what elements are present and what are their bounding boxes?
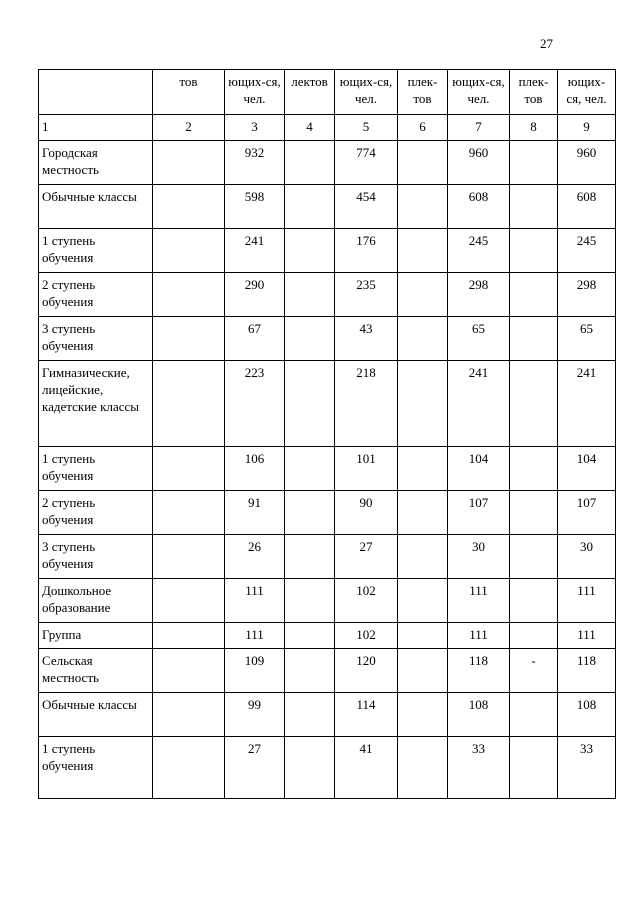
- row-label-cell: 1 ступень обучения: [39, 229, 153, 273]
- table-cell: 41: [335, 737, 398, 799]
- table-cell: -: [510, 649, 558, 693]
- table-cell: тов: [153, 70, 225, 115]
- table-cell: [153, 491, 225, 535]
- table-cell: 298: [448, 273, 510, 317]
- table-cell: 5: [335, 115, 398, 141]
- row-label-cell: 1 ступень обучения: [39, 447, 153, 491]
- table-cell: 245: [558, 229, 616, 273]
- table-cell: 111: [225, 623, 285, 649]
- table-cell: 454: [335, 185, 398, 229]
- colnum-row: [39, 115, 616, 141]
- table-cell: 111: [225, 579, 285, 623]
- table-cell: [510, 317, 558, 361]
- row-label-cell: Обычные классы: [39, 185, 153, 229]
- table-cell: [510, 491, 558, 535]
- table-cell: [510, 185, 558, 229]
- table-cell: [153, 317, 225, 361]
- table-cell: 104: [448, 447, 510, 491]
- table-cell: 9: [558, 115, 616, 141]
- table-cell: 33: [558, 737, 616, 799]
- table-cell: [510, 535, 558, 579]
- row-label-cell: 1 ступень обучения: [39, 737, 153, 799]
- table-cell: [285, 737, 335, 799]
- table-row: [39, 693, 616, 737]
- table-cell: [153, 447, 225, 491]
- table-row: [39, 273, 616, 317]
- table-cell: 30: [558, 535, 616, 579]
- table-cell: [398, 361, 448, 447]
- table-cell: 33: [448, 737, 510, 799]
- table-cell: 111: [558, 623, 616, 649]
- table-cell: [398, 141, 448, 185]
- table-cell: [510, 737, 558, 799]
- table-cell: 608: [448, 185, 510, 229]
- table-cell: 65: [448, 317, 510, 361]
- table-cell: 608: [558, 185, 616, 229]
- table-cell: [398, 447, 448, 491]
- row-label-cell: Гимназические, лицейские, кадетские классы: [39, 361, 153, 447]
- table-cell: ющих-ся, чел.: [448, 70, 510, 115]
- table-cell: 241: [225, 229, 285, 273]
- table-cell: [153, 579, 225, 623]
- row-label-cell: Дошкольное образование: [39, 579, 153, 623]
- table-cell: 102: [335, 579, 398, 623]
- table-cell: 774: [335, 141, 398, 185]
- table-cell: [153, 361, 225, 447]
- table-cell: [285, 229, 335, 273]
- table-cell: 298: [558, 273, 616, 317]
- table-cell: [398, 737, 448, 799]
- table-cell: [153, 693, 225, 737]
- table-cell: [398, 693, 448, 737]
- table-cell: [285, 185, 335, 229]
- table-cell: 7: [448, 115, 510, 141]
- table-cell: 960: [448, 141, 510, 185]
- table-cell: 107: [558, 491, 616, 535]
- table-row: [39, 361, 616, 447]
- table-cell: [153, 141, 225, 185]
- table-row: [39, 623, 616, 649]
- table-cell: [510, 623, 558, 649]
- table-cell: 108: [558, 693, 616, 737]
- table-cell: 6: [398, 115, 448, 141]
- table-cell: [398, 229, 448, 273]
- table-cell: 30: [448, 535, 510, 579]
- table-cell: 109: [225, 649, 285, 693]
- table-cell: [510, 693, 558, 737]
- table-cell: 120: [335, 649, 398, 693]
- table-cell: 43: [335, 317, 398, 361]
- table-row: [39, 317, 616, 361]
- row-label-cell: 1: [39, 115, 153, 141]
- table-row: [39, 579, 616, 623]
- table-cell: [285, 693, 335, 737]
- table-cell: 241: [448, 361, 510, 447]
- table-cell: [285, 649, 335, 693]
- table-cell: 111: [558, 579, 616, 623]
- table-cell: 218: [335, 361, 398, 447]
- table-cell: 114: [335, 693, 398, 737]
- table-cell: [285, 273, 335, 317]
- table-cell: плек-тов: [398, 70, 448, 115]
- table-cell: 118: [558, 649, 616, 693]
- table-cell: [510, 579, 558, 623]
- table-cell: 932: [225, 141, 285, 185]
- table-cell: [398, 491, 448, 535]
- table-cell: 960: [558, 141, 616, 185]
- table-cell: 101: [335, 447, 398, 491]
- table-cell: ющих-ся, чел.: [335, 70, 398, 115]
- table-row: [39, 229, 616, 273]
- table-cell: [510, 447, 558, 491]
- table-cell: 26: [225, 535, 285, 579]
- table-cell: 107: [448, 491, 510, 535]
- table-cell: 2: [153, 115, 225, 141]
- header-row: [39, 70, 616, 115]
- table-row: [39, 447, 616, 491]
- table-cell: плек-тов: [510, 70, 558, 115]
- table-row: [39, 185, 616, 229]
- table-cell: 67: [225, 317, 285, 361]
- table-cell: 106: [225, 447, 285, 491]
- table-cell: 27: [225, 737, 285, 799]
- table-cell: [153, 535, 225, 579]
- table-cell: [398, 579, 448, 623]
- row-label-cell: [39, 70, 153, 115]
- table-cell: [285, 579, 335, 623]
- table-row: [39, 535, 616, 579]
- table-cell: 118: [448, 649, 510, 693]
- row-label-cell: 2 ступень обучения: [39, 273, 153, 317]
- table-cell: 102: [335, 623, 398, 649]
- table-cell: [398, 273, 448, 317]
- table-cell: 223: [225, 361, 285, 447]
- statistics-table: [38, 69, 616, 799]
- table-cell: 4: [285, 115, 335, 141]
- table-cell: [398, 317, 448, 361]
- table-cell: [285, 491, 335, 535]
- table-cell: [285, 317, 335, 361]
- page-number: 27: [540, 36, 553, 51]
- table-cell: лектов: [285, 70, 335, 115]
- table-cell: 290: [225, 273, 285, 317]
- table-cell: ющих-ся, чел.: [225, 70, 285, 115]
- row-label-cell: Группа: [39, 623, 153, 649]
- table-cell: [285, 361, 335, 447]
- table-cell: [510, 361, 558, 447]
- table-cell: [285, 447, 335, 491]
- table-cell: 235: [335, 273, 398, 317]
- row-label-cell: Сельская местность: [39, 649, 153, 693]
- row-label-cell: Обычные классы: [39, 693, 153, 737]
- table-cell: 245: [448, 229, 510, 273]
- table-cell: [153, 649, 225, 693]
- table-cell: 99: [225, 693, 285, 737]
- table-cell: [398, 623, 448, 649]
- table-row: [39, 737, 616, 799]
- row-label-cell: Городская местность: [39, 141, 153, 185]
- table-cell: [285, 141, 335, 185]
- table-cell: 91: [225, 491, 285, 535]
- table-cell: 241: [558, 361, 616, 447]
- table-cell: 111: [448, 623, 510, 649]
- table-cell: [153, 185, 225, 229]
- table-cell: [153, 737, 225, 799]
- table-cell: 108: [448, 693, 510, 737]
- table-cell: ющих-ся, чел.: [558, 70, 616, 115]
- table-cell: [153, 623, 225, 649]
- table-cell: [510, 273, 558, 317]
- table-cell: 65: [558, 317, 616, 361]
- table-cell: 176: [335, 229, 398, 273]
- table-row: [39, 649, 616, 693]
- table-cell: [398, 535, 448, 579]
- table-cell: 27: [335, 535, 398, 579]
- table-cell: [285, 535, 335, 579]
- table-cell: [285, 623, 335, 649]
- table-cell: [510, 229, 558, 273]
- row-label-cell: 3 ступень обучения: [39, 317, 153, 361]
- table-row: [39, 141, 616, 185]
- table-cell: 111: [448, 579, 510, 623]
- table-cell: [153, 229, 225, 273]
- row-label-cell: 2 ступень обучения: [39, 491, 153, 535]
- row-label-cell: 3 ступень обучения: [39, 535, 153, 579]
- table-row: [39, 491, 616, 535]
- table-cell: [510, 141, 558, 185]
- table-cell: 90: [335, 491, 398, 535]
- table-cell: 8: [510, 115, 558, 141]
- table-cell: [398, 649, 448, 693]
- table-cell: 598: [225, 185, 285, 229]
- table-cell: [398, 185, 448, 229]
- table-cell: [153, 273, 225, 317]
- table-cell: 3: [225, 115, 285, 141]
- table-cell: 104: [558, 447, 616, 491]
